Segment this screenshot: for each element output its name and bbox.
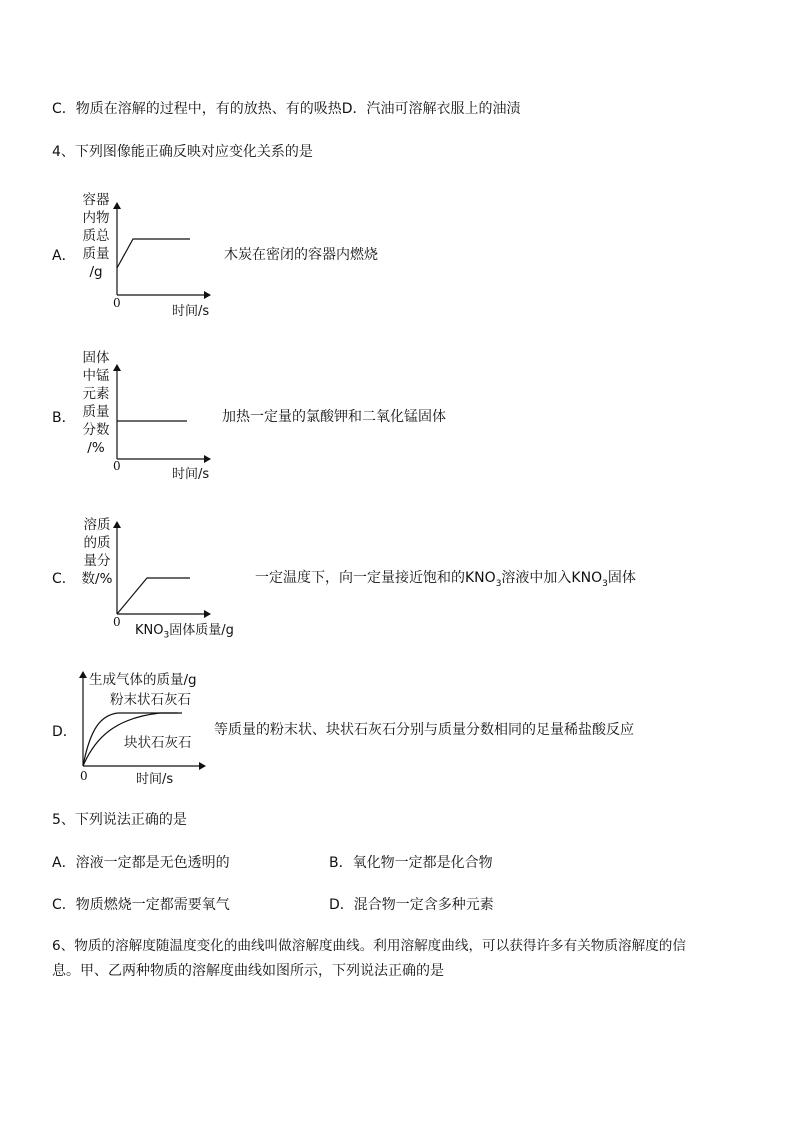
- q3-option-cd: C．物质在溶解的过程中，有的放热、有的吸热D．汽油可溶解衣服上的油渍: [52, 101, 521, 117]
- graph-c-curve: [117, 578, 190, 614]
- graph-c: [117, 522, 210, 614]
- graph-d-powder-label: 粉末状石灰石: [110, 692, 191, 708]
- graph-a-origin: 0: [113, 296, 121, 310]
- q4-option-a-label[interactable]: A．: [52, 248, 76, 264]
- q6-stem-line2: 息。甲、乙两种物质的溶解度曲线如图所示，下列说法正确的是: [52, 963, 444, 979]
- q6-stem-line1: 6、物质的溶解度随温度变化的曲线叫做溶解度曲线。利用溶解度曲线，可以获得许多有关物质溶解度的信: [52, 938, 686, 954]
- graph-d-origin: 0: [80, 769, 88, 783]
- q4-option-b-description: 加热一定量的氯酸钾和二氧化锰固体: [222, 409, 446, 425]
- graph-a-x-label: 时间/s: [172, 304, 210, 319]
- q4-option-c-label[interactable]: C．: [52, 571, 76, 587]
- q4-option-b-label[interactable]: B．: [52, 410, 76, 426]
- graph-a-y-label: 容器 内物 质总 质量 /g: [82, 192, 110, 280]
- graph-b-origin: 0: [113, 459, 121, 473]
- q4-option-d-label[interactable]: D．: [52, 724, 77, 740]
- graph-b: [117, 365, 210, 459]
- graph-a: [117, 203, 210, 295]
- graph-c-origin: 0: [113, 615, 121, 629]
- q4-option-a-description: 木炭在密闭的容器内燃烧: [224, 247, 378, 263]
- q5-option-c[interactable]: C．物质燃烧一定都需要氧气: [52, 897, 230, 913]
- graph-d-x-label: 时间/s: [136, 772, 174, 787]
- graph-a-curve: [117, 239, 190, 268]
- graph-b-x-label: 时间/s: [172, 467, 210, 482]
- q5-stem: 5、下列说法正确的是: [52, 812, 187, 828]
- graph-c-x-label: $KNO_3$固体质量/g: [135, 623, 234, 641]
- q5-option-d[interactable]: D．混合物一定含多种元素: [329, 897, 494, 913]
- q5-option-a[interactable]: A．溶液一定都是无色透明的: [52, 855, 230, 871]
- q4-option-c-description: 一定温度下，向一定量接近饱和的$KNO_3$溶液中加入$KNO_3$固体: [255, 570, 636, 589]
- graph-d-y-label: 生成气体的质量/g: [89, 672, 197, 688]
- graph-c-y-label: 溶质 的质 量分 数/%: [81, 517, 113, 587]
- graph-d-lump-label: 块状石灰石: [124, 735, 192, 751]
- q5-option-b[interactable]: B．氧化物一定都是化合物: [329, 855, 493, 871]
- q4-option-d-description: 等质量的粉末状、块状石灰石分别与质量分数相同的足量稀盐酸反应: [214, 722, 634, 738]
- q4-stem: 4、下列图像能正确反映对应变化关系的是: [52, 144, 313, 160]
- graph-b-y-label: 固体 中锰 元素 质量 分数 /%: [82, 350, 110, 456]
